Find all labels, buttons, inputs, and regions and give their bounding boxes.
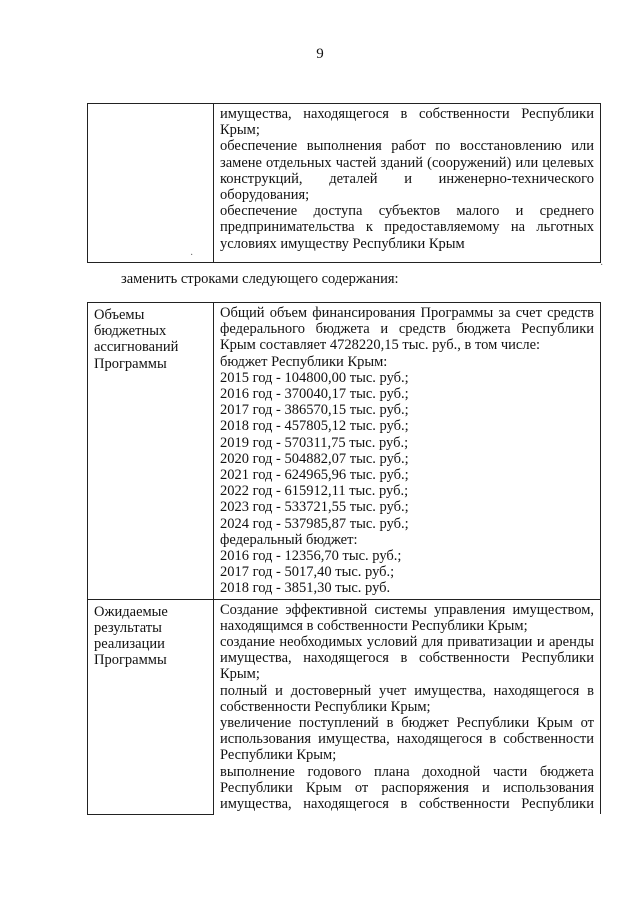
text-line: 2019 год - 570311,75 тыс. руб.;	[220, 434, 409, 451]
text-line: имущества, находящегося в собственности Республики	[220, 106, 594, 122]
text-line: создание необходимых условий для приватизации и аренды	[220, 634, 594, 651]
cell-text	[214, 600, 600, 815]
text-line: бюджет Республики Крым:	[220, 353, 388, 370]
text-line: 2016 год - 370040,17 тыс. руб.;	[220, 386, 409, 403]
table-row	[88, 599, 601, 814]
left-cell	[88, 303, 214, 600]
cell-text	[214, 104, 600, 254]
text-line: имущества, находящегося в собственности Республики	[220, 796, 594, 813]
text-line: выполнение годового плана доходной части бюджета	[220, 763, 594, 780]
text-line: находящимся в собственности Республики Крым;	[220, 617, 528, 634]
left-cell	[88, 599, 214, 814]
right-cell	[214, 303, 601, 600]
right-cell	[214, 104, 601, 263]
text-line: федерального бюджета и средств бюджета Республики	[220, 321, 594, 338]
scan-speck: ·	[600, 260, 604, 271]
text-line: условиях имуществу Республики Крым	[220, 235, 465, 252]
text-line: Объемы	[94, 307, 145, 323]
text-line: Программы	[94, 355, 167, 372]
text-line: обеспечение выполнения работ по восстановлению или	[220, 138, 594, 155]
text-line: оборудования;	[220, 187, 310, 204]
text-line: 2017 год - 5017,40 тыс. руб.;	[220, 564, 395, 581]
text-line: собственности Республики Крым;	[220, 698, 431, 715]
text-line: предпринимательства к предоставляемому на льготных	[220, 219, 594, 236]
text-line: обеспечение доступа субъектов малого и среднего	[220, 203, 594, 220]
text-line: Крым составляет 4728220,15 тыс. руб., в том числе:	[220, 337, 541, 354]
text-line: 2018 год - 457805,12 тыс. руб.;	[220, 418, 409, 435]
text-line: 2020 год - 504882,07 тыс. руб.;	[220, 450, 409, 467]
text-line: Создание эффективной системы управления имуществом,	[220, 601, 594, 618]
text-line: Республики Крым;	[220, 747, 337, 764]
text-line: федеральный бюджет:	[220, 531, 358, 548]
text-line: Программы	[94, 652, 167, 669]
text-line: 2015 год - 104800,00 тыс. руб.;	[220, 369, 409, 386]
text-line: бюджетных	[94, 323, 167, 340]
text-line: 2024 год - 537985,87 тыс. руб.;	[220, 515, 409, 532]
text-line: использования имущества, находящегося в собственности	[220, 731, 594, 748]
table-row	[88, 104, 601, 263]
text-line: 2017 год - 386570,15 тыс. руб.;	[220, 402, 409, 419]
text-line: результаты	[94, 619, 162, 636]
page-number: 9	[316, 46, 324, 62]
text-line: полный и достоверный учет имущества, находящегося в	[220, 682, 594, 699]
continued-table	[87, 103, 601, 263]
text-line: реализации	[94, 636, 165, 653]
row-heading	[88, 600, 213, 669]
left-cell	[88, 104, 214, 263]
right-cell	[214, 599, 601, 814]
text-line: Ожидаемые	[94, 603, 168, 620]
text-line: 2022 год - 615912,11 тыс. руб.;	[220, 483, 409, 500]
text-line: 2023 год - 533721,55 тыс. руб.;	[220, 499, 409, 516]
text-line: 2021 год - 624965,96 тыс. руб.;	[220, 467, 409, 484]
text-line: 2016 год - 12356,70 тыс. руб.;	[220, 548, 402, 565]
text-line: Республики Крым от распоряжения и использования	[220, 779, 594, 796]
text-line: Крым;	[220, 666, 260, 683]
row-heading	[88, 303, 213, 372]
cell-text	[214, 303, 600, 599]
replacement-table	[87, 302, 601, 815]
text-line: ассигнований	[94, 339, 179, 356]
scan-speck: ·	[190, 250, 194, 261]
text-line: Крым;	[220, 122, 260, 139]
text-line: увеличение поступлений в бюджет Республики Крым от	[220, 715, 594, 732]
text-line: конструкций, деталей и инженерно-технического	[220, 170, 594, 187]
text-line: имущества, находящегося в собственности Республики	[220, 650, 594, 667]
text-line: Общий объем финансирования Программы за счет средств	[220, 305, 594, 321]
text-line: 2018 год - 3851,30 тыс. руб.	[220, 580, 391, 597]
text-line: замене отдельных частей зданий (сооружений) или целевых	[220, 154, 594, 171]
intro-text: заменить строками следующего содержания:	[121, 271, 399, 287]
table-row	[88, 303, 601, 600]
